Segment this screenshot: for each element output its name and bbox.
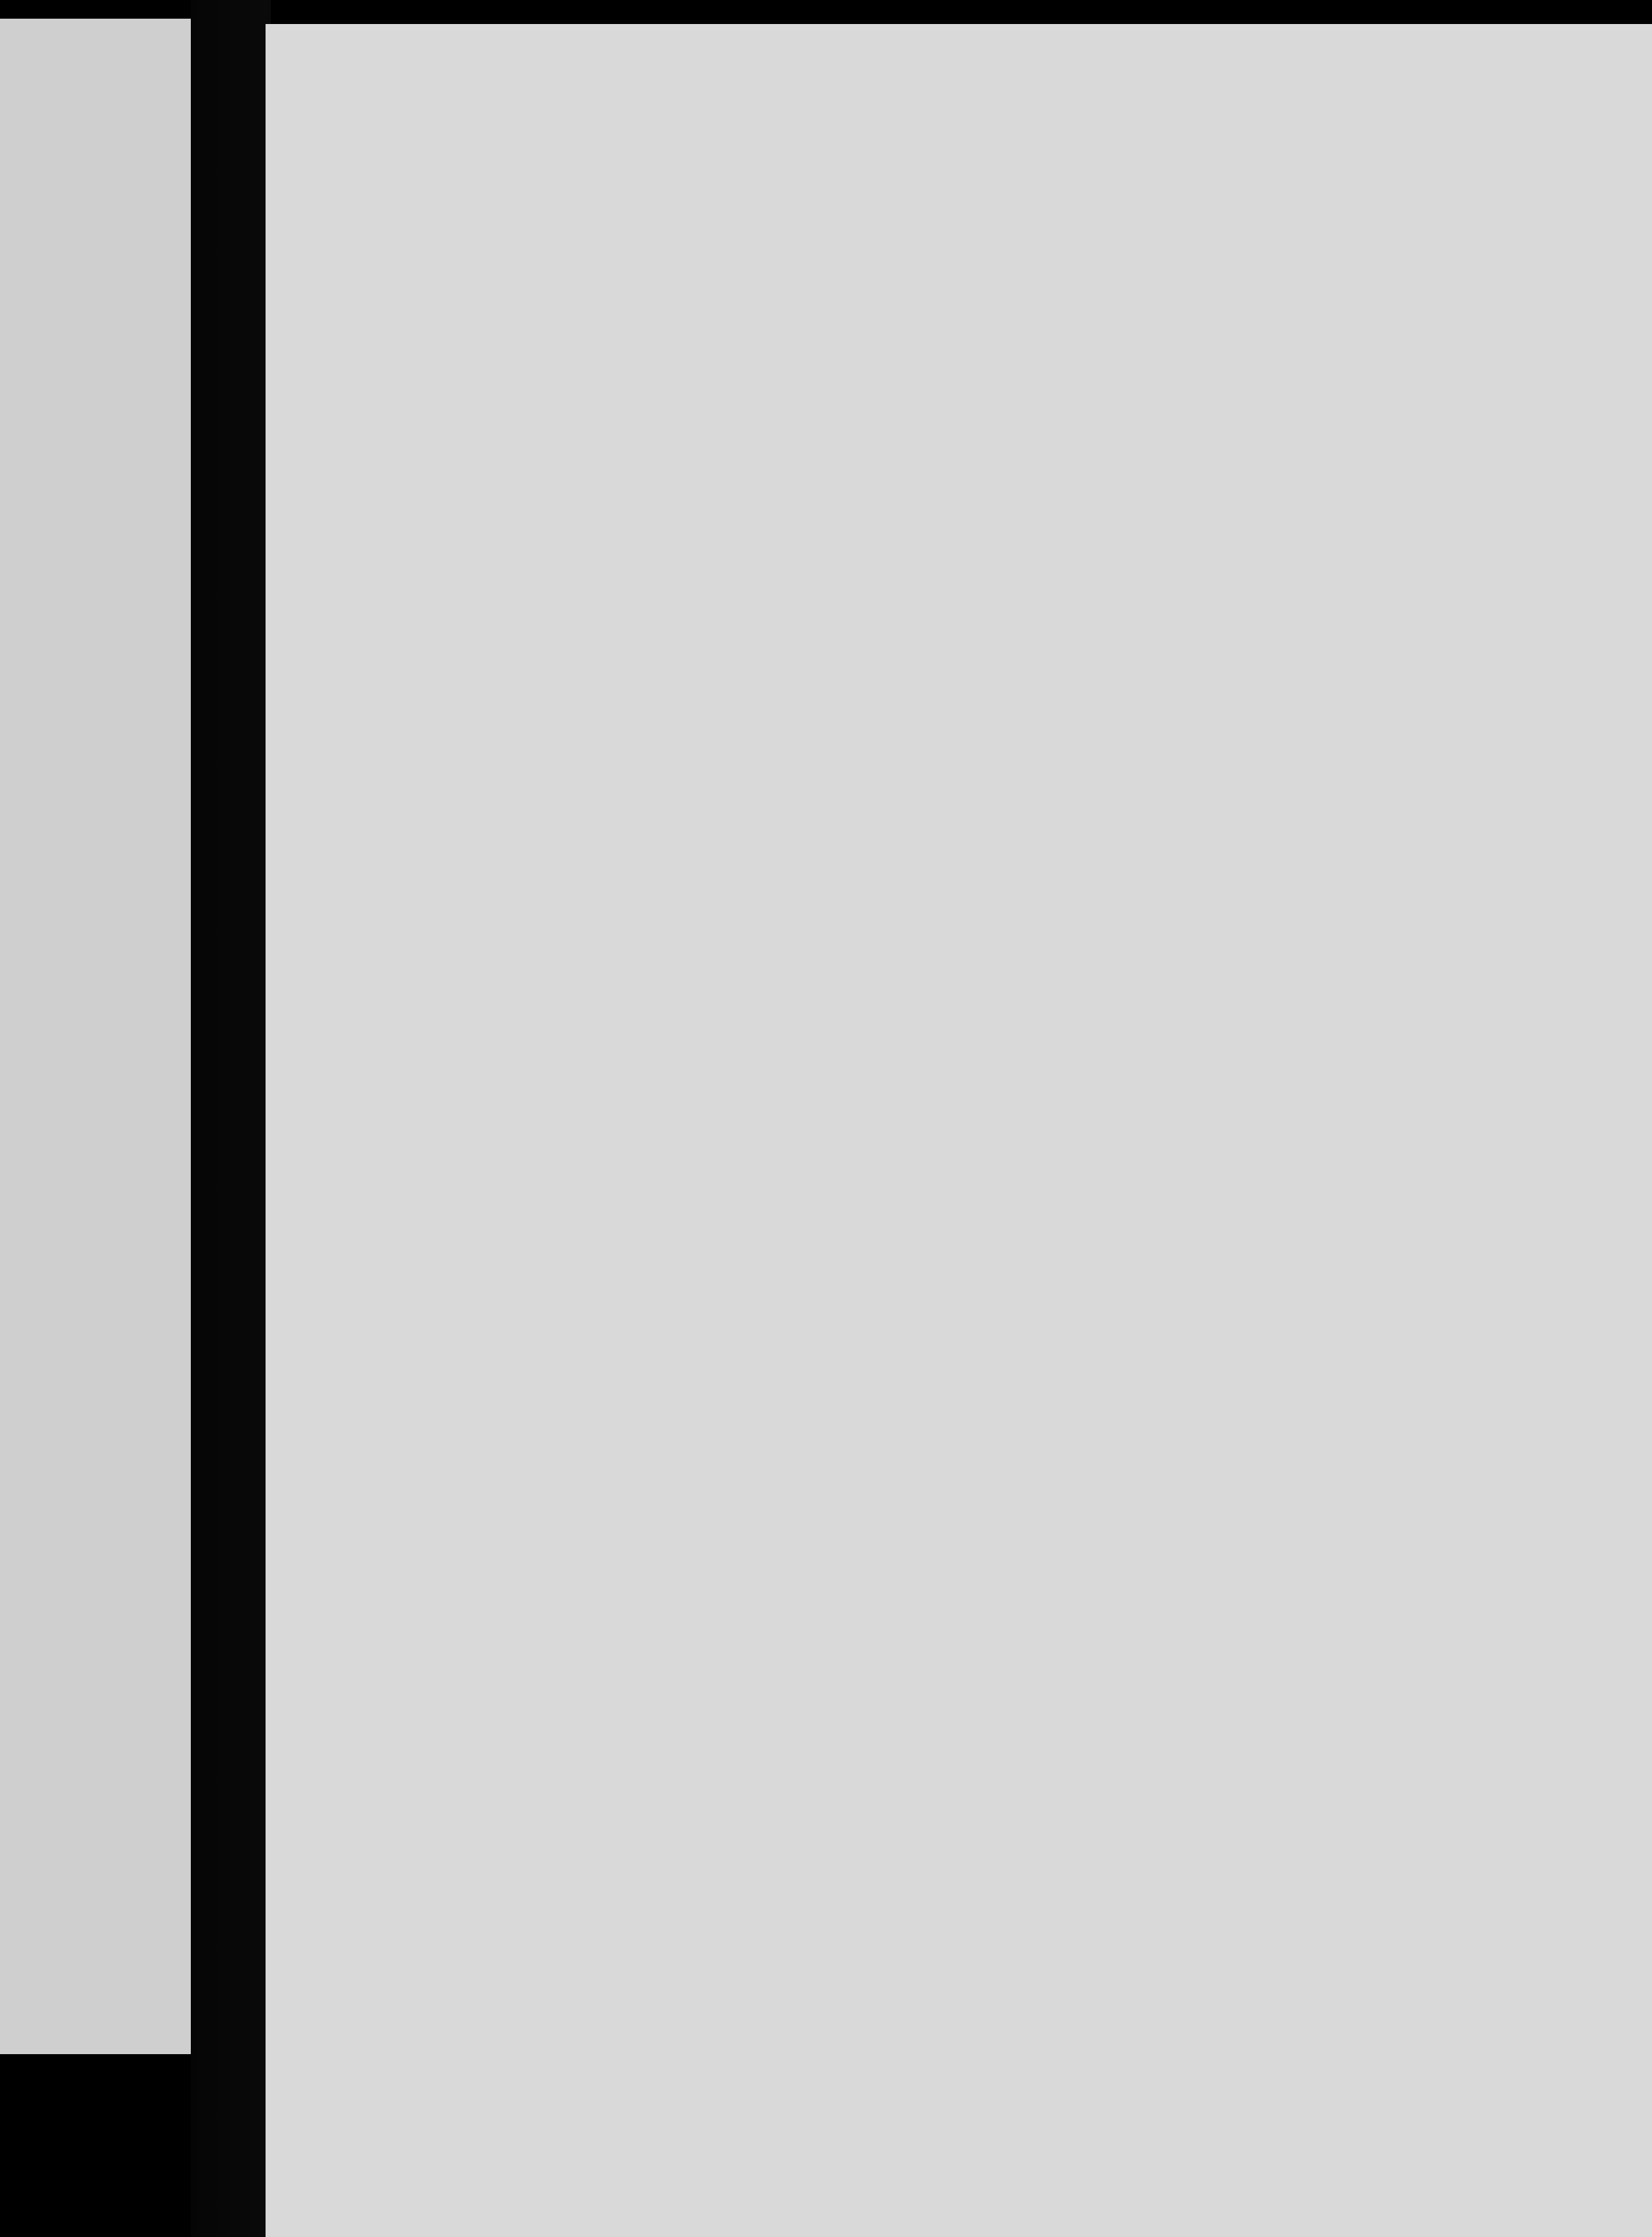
right-page: [266, 24, 1652, 2237]
left-page: [0, 19, 191, 2054]
book-gutter: [191, 0, 271, 2237]
